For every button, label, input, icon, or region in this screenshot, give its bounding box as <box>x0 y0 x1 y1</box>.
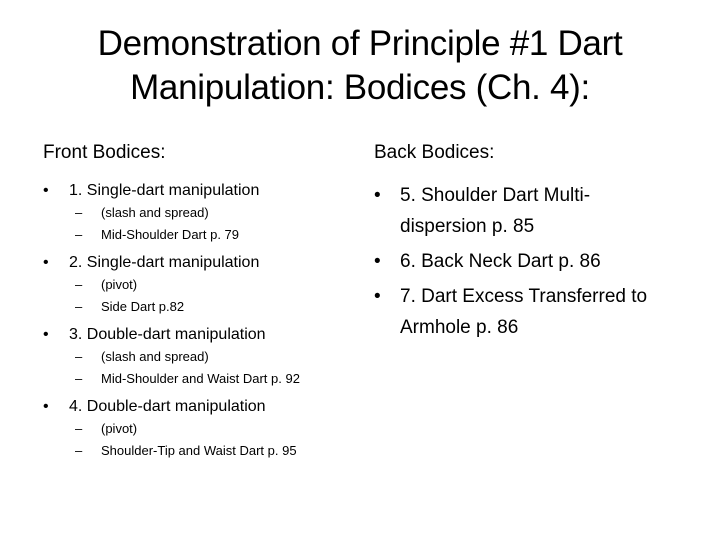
sub-item-label: (slash and spread) <box>101 205 209 220</box>
bullet-icon: • <box>374 185 381 206</box>
front-bodices-heading: Front Bodices: <box>43 142 166 163</box>
list-item-label: 7. Dart Excess Transferred to Armhole p. 86 <box>400 286 648 338</box>
dash-icon: – <box>75 227 83 242</box>
bullet-icon: • <box>374 286 381 307</box>
slide-title-line-2: Manipulation: Bodices (Ch. 4): <box>130 68 590 107</box>
slide-title-line-1: Demonstration of Principle #1 Dart <box>97 24 623 63</box>
front-bodices-list <box>43 180 363 462</box>
sub-item-label: Shoulder-Tip and Waist Dart p. 95 <box>101 443 297 458</box>
front-bodices-column <box>43 140 363 468</box>
sub-item-label: Side Dart p.82 <box>101 299 185 314</box>
bullet-icon: • <box>43 254 49 271</box>
list-item <box>374 180 674 242</box>
back-bodices-heading: Back Bodices: <box>374 142 495 163</box>
dash-icon: – <box>75 371 83 386</box>
bullet-icon: • <box>43 398 49 415</box>
sub-item-label: (pivot) <box>101 421 138 436</box>
dash-icon: – <box>75 277 83 292</box>
list-item-label: 3. Double-dart manipulation <box>69 326 266 343</box>
list-item <box>43 396 363 462</box>
list-item-label: 6. Back Neck Dart p. 86 <box>400 251 601 272</box>
dash-icon: – <box>75 299 83 314</box>
sub-item-label: (pivot) <box>101 277 138 292</box>
sub-item-label: Mid-Shoulder and Waist Dart p. 92 <box>101 371 300 386</box>
slide-title <box>40 22 680 110</box>
bullet-icon: • <box>374 251 381 272</box>
dash-icon: – <box>75 443 83 458</box>
sub-item-label: Mid-Shoulder Dart p. 79 <box>101 227 240 242</box>
list-item <box>374 246 674 277</box>
list-item-label: 1. Single-dart manipulation <box>69 182 260 199</box>
list-item-label: 4. Double-dart manipulation <box>69 398 266 415</box>
dash-icon: – <box>75 205 83 220</box>
bullet-icon: • <box>43 326 49 343</box>
back-bodices-list <box>374 180 674 343</box>
back-bodices-column <box>374 140 674 347</box>
list-item-label: 2. Single-dart manipulation <box>69 254 260 271</box>
list-item <box>374 281 674 343</box>
list-item <box>43 180 363 246</box>
list-item <box>43 252 363 318</box>
list-item <box>43 324 363 390</box>
bullet-icon: • <box>43 182 49 199</box>
list-item-label: 5. Shoulder Dart Multi-dispersion p. 85 <box>400 185 591 237</box>
dash-icon: – <box>75 421 83 436</box>
sub-item-label: (slash and spread) <box>101 349 209 364</box>
dash-icon: – <box>75 349 83 364</box>
